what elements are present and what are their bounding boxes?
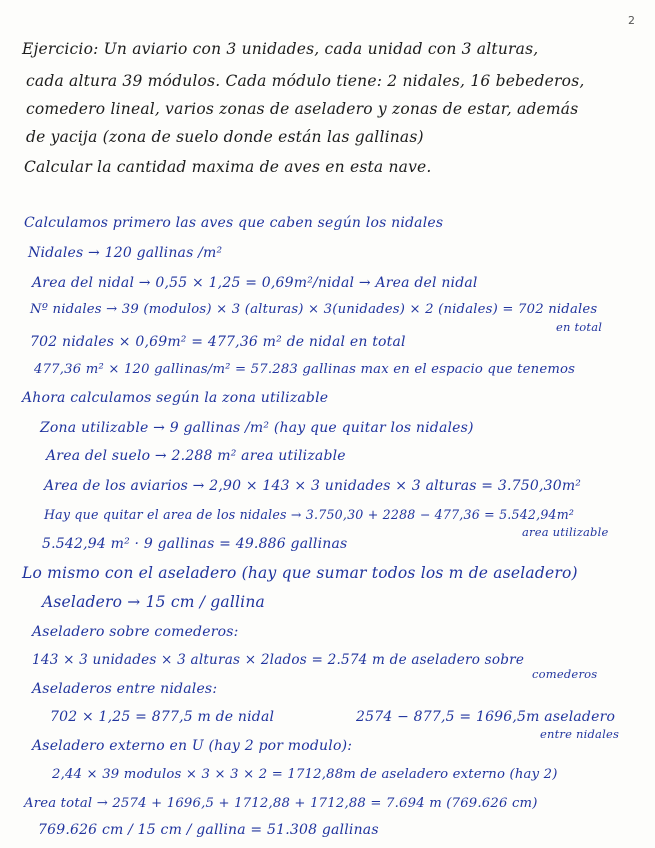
solution-line: Area de los aviarios → 2,90 × 143 × 3 unidades × 3 alturas = 3.750,30m² <box>44 478 582 494</box>
solution-line: Nidales → 120 gallinas /m² <box>28 245 223 261</box>
solution-heading: Aseladero sobre comederos: <box>32 624 239 640</box>
solution-heading: Aseladeros entre nidales: <box>32 681 218 697</box>
exercise-line: Ejercicio: Un aviario con 3 unidades, cada unidad con 3 alturas, <box>22 40 539 58</box>
exercise-line: de yacija (zona de suelo donde están las gallinas) <box>26 128 424 146</box>
solution-annotation: area utilizable <box>522 525 609 539</box>
solution-line: 2,44 × 39 modulos × 3 × 3 × 2 = 1712,88m de aseladero externo (hay 2) <box>52 767 558 782</box>
solution-annotation: entre nidales <box>540 727 620 741</box>
solution-line: 143 × 3 unidades × 3 alturas × 2lados = 2.574 m de aseladero sobre <box>32 652 525 668</box>
solution-line: Area del nidal → 0,55 × 1,25 = 0,69m²/nidal → Area del nidal <box>32 275 478 291</box>
solution-line: Area total → 2574 + 1696,5 + 1712,88 + 1712,88 = 7.694 m (769.626 cm) <box>24 796 538 811</box>
solution-line: 5.542,94 m² · 9 gallinas = 49.886 gallinas <box>42 536 348 552</box>
exercise-line: cada altura 39 módulos. Cada módulo tiene: 2 nidales, 16 bebederos, <box>26 72 585 90</box>
exercise-line: comedero lineal, varios zonas de aseladero y zonas de estar, además <box>26 100 579 118</box>
solution-line: Nº nidales → 39 (modulos) × 3 (alturas) × 3(unidades) × 2 (nidales) = 702 nidales <box>30 302 598 317</box>
solution-line: 769.626 cm / 15 cm / gallina = 51.308 gallinas <box>38 822 379 838</box>
solution-heading: Aseladero externo en U (hay 2 por modulo): <box>32 738 353 754</box>
solution-line: 702 × 1,25 = 877,5 m de nidal <box>50 709 275 725</box>
solution-heading: Lo mismo con el aseladero (hay que sumar todos los m de aseladero) <box>22 564 578 582</box>
page-number: 2 <box>628 14 635 27</box>
solution-heading: Ahora calculamos según la zona utilizable <box>22 390 329 406</box>
solution-line: Hay que quitar el area de los nidales → 3.750,30 + 2288 − 477,36 = 5.542,94m² <box>44 507 575 522</box>
solution-line: Area del suelo → 2.288 m² area utilizable <box>46 448 346 464</box>
solution-line: Aseladero → 15 cm / gallina <box>42 593 265 611</box>
solution-line: 477,36 m² × 120 gallinas/m² = 57.283 gallinas max en el espacio que tenemos <box>34 362 576 377</box>
solution-line: 702 nidales × 0,69m² = 477,36 m² de nidal en total <box>30 334 406 350</box>
solution-line: Zona utilizable → 9 gallinas /m² (hay que quitar los nidales) <box>40 420 474 436</box>
exercise-line: Calcular la cantidad maxima de aves en esta nave. <box>24 158 432 176</box>
solution-heading: Calculamos primero las aves que caben según los nidales <box>24 215 444 231</box>
solution-line: 2574 − 877,5 = 1696,5m aseladero <box>356 709 616 725</box>
solution-annotation: en total <box>556 320 603 334</box>
solution-annotation: comederos <box>532 667 598 681</box>
